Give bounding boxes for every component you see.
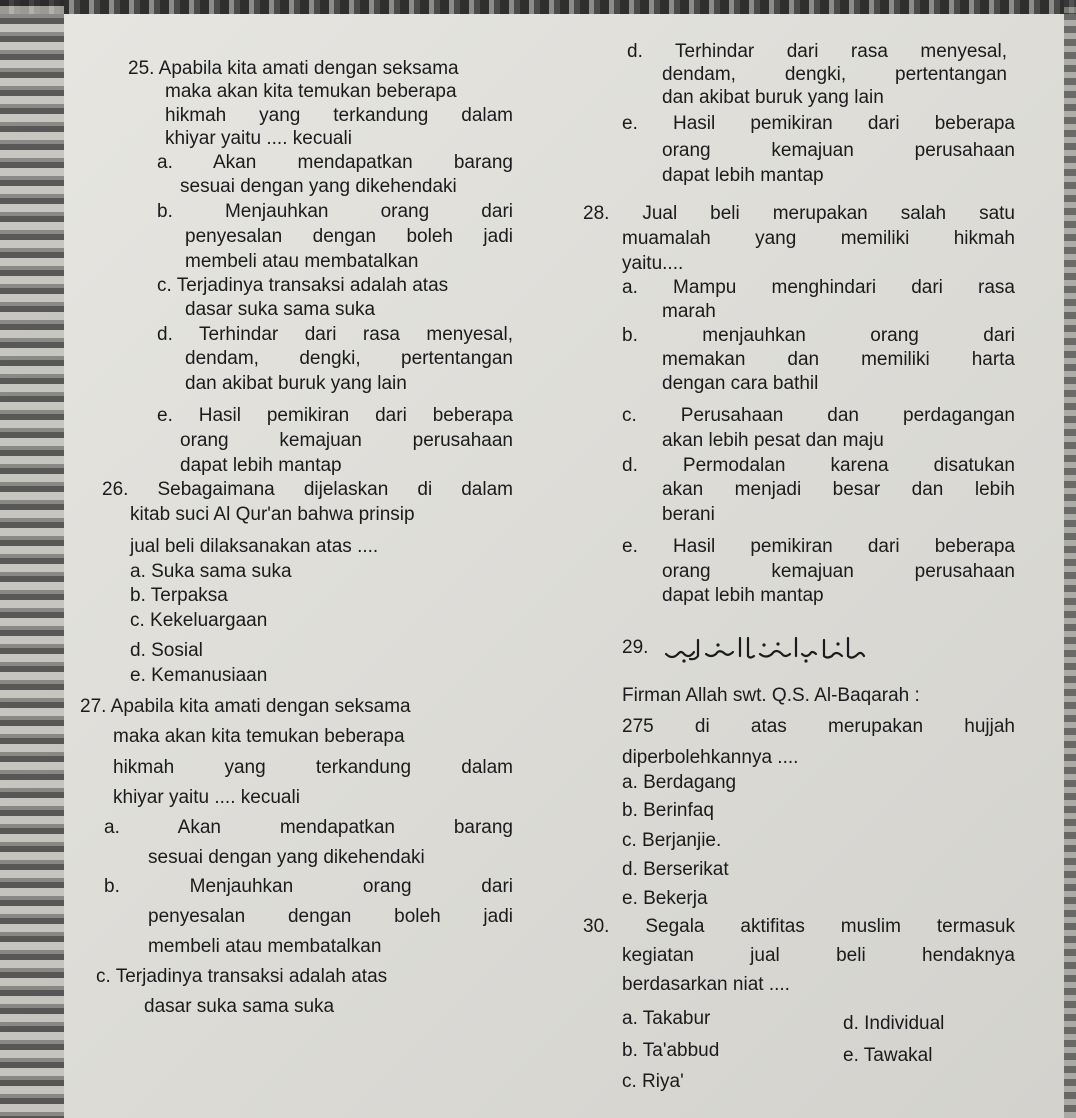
q25r-option-d-cont: dan akibat buruk yang lain <box>662 87 884 108</box>
q29-option-d: d. Berserikat <box>622 859 729 880</box>
q28-option-d: d. Permodalan karena disatukan <box>622 455 1015 476</box>
q28-option-e-cont: dapat lebih mantap <box>662 585 824 606</box>
q29-stem-line: 275 di atas merupakan hujjah <box>622 716 1015 737</box>
q29-option-e: e. Bekerja <box>622 888 708 909</box>
q27-stem-line: hikmah yang terkandung dalam <box>113 757 513 778</box>
q26-stem-line: kitab suci Al Qur'an bahwa prinsip <box>130 504 415 525</box>
q28-option-a: a. Mampu menghindari dari rasa <box>622 277 1015 298</box>
q29-option-a: a. Berdagang <box>622 772 737 793</box>
q25r-option-e: e. Hasil pemikiran dari beberapa <box>622 113 1015 134</box>
q30-option-d: d. Individual <box>843 1013 945 1034</box>
paper-right-edge <box>1064 0 1076 1118</box>
q26-option-c: c. Kekeluargaan <box>130 610 268 631</box>
q29-stem-line: Firman Allah swt. Q.S. Al-Baqarah : <box>622 685 920 706</box>
q28-option-b-cont: dengan cara bathil <box>662 373 819 394</box>
q30-stem-line: kegiatan jual beli hendaknya <box>622 945 1015 966</box>
q30-option-c: c. Riya' <box>622 1071 684 1092</box>
q26-option-a: a. Suka sama suka <box>130 561 292 582</box>
q25-stem-line: 25. Apabila kita amati dengan seksama <box>128 58 459 79</box>
q28-option-b: b. menjauhkan orang dari <box>622 325 1015 346</box>
q25-option-d-cont: dan akibat buruk yang lain <box>185 373 407 394</box>
q28-option-d-cont: akan menjadi besar dan lebih <box>662 479 1015 500</box>
q25-option-e-cont: orang kemajuan perusahaan <box>180 430 513 451</box>
q27-option-c-cont: dasar suka sama suka <box>144 996 335 1017</box>
q26-stem-line: 26. Sebagaimana dijelaskan di dalam <box>102 479 513 500</box>
q27-option-b-cont: penyesalan dengan boleh jadi <box>148 906 513 927</box>
q29-option-b: b. Berinfaq <box>622 800 714 821</box>
q25-option-c: c. Terjadinya transaksi adalah atas <box>157 275 449 296</box>
q28-option-e-cont: orang kemajuan perusahaan <box>662 561 1015 582</box>
q27-stem-line: maka akan kita temukan beberapa <box>113 726 405 747</box>
q25-option-a: a. Akan mendapatkan barang <box>157 152 513 173</box>
q28-stem-line: yaitu.... <box>622 253 684 274</box>
q28-option-e: e. Hasil pemikiran dari beberapa <box>622 536 1015 557</box>
q25-stem-line: khiyar yaitu .... kecuali <box>165 128 352 149</box>
q25-option-e-cont: dapat lebih mantap <box>180 455 342 476</box>
q28-option-d-cont: berani <box>662 504 715 525</box>
q27-stem-line: khiyar yaitu .... kecuali <box>113 787 300 808</box>
q26-stem-line: jual beli dilaksanakan atas .... <box>130 536 379 557</box>
q28-stem-line: 28. Jual beli merupakan salah satu <box>583 203 1015 224</box>
q25-option-b-cont: membeli atau membatalkan <box>185 251 419 272</box>
q28-option-b-cont: memakan dan memiliki harta <box>662 349 1015 370</box>
q28-stem-line: muamalah yang memiliki hikmah <box>622 228 1015 249</box>
q25r-option-e-cont: dapat lebih mantap <box>662 165 824 186</box>
q30-option-a: a. Takabur <box>622 1008 711 1029</box>
q25-option-a-cont: sesuai dengan yang dikehendaki <box>180 176 457 197</box>
q25r-option-d: d. Terhindar dari rasa menyesal, <box>627 41 1007 62</box>
q25-option-b-cont: penyesalan dengan boleh jadi <box>185 226 513 247</box>
q25-option-b: b. Menjauhkan orang dari <box>157 201 513 222</box>
q25-option-d: d. Terhindar dari rasa menyesal, <box>157 324 513 345</box>
q25-option-e: e. Hasil pemikiran dari beberapa <box>157 405 513 426</box>
q29-option-c: c. Berjanjie. <box>622 830 722 851</box>
binder-edge <box>0 0 64 1118</box>
q30-option-e: e. Tawakal <box>843 1045 933 1066</box>
q29-number: 29. <box>622 637 649 658</box>
q27-option-b-cont: membeli atau membatalkan <box>148 936 382 957</box>
q27-stem-line: 27. Apabila kita amati dengan seksama <box>80 696 411 717</box>
q27-option-b: b. Menjauhkan orang dari <box>104 876 513 897</box>
q25r-option-e-cont: orang kemajuan perusahaan <box>662 140 1015 161</box>
q26-option-d: d. Sosial <box>130 640 203 661</box>
q28-option-a-cont: marah <box>662 301 716 322</box>
q25-stem-line: maka akan kita temukan beberapa <box>165 81 457 102</box>
q25-option-c-cont: dasar suka sama suka <box>185 299 376 320</box>
arabic-verse-image <box>660 632 870 666</box>
q28-option-c: c. Perusahaan dan perdagangan <box>622 405 1015 426</box>
q30-option-b: b. Ta'abbud <box>622 1040 720 1061</box>
q27-option-c: c. Terjadinya transaksi adalah atas <box>96 966 388 987</box>
paper-top-edge <box>0 0 1076 14</box>
q26-option-b: b. Terpaksa <box>130 585 228 606</box>
q29-stem-line: diperbolehkannya .... <box>622 747 799 768</box>
q30-stem-line: 30. Segala aktifitas muslim termasuk <box>583 916 1015 937</box>
q25-option-d-cont: dendam, dengki, pertentangan <box>185 348 513 369</box>
q25-stem-line: hikmah yang terkandung dalam <box>165 105 513 126</box>
q30-stem-line: berdasarkan niat .... <box>622 974 790 995</box>
q25r-option-d-cont: dendam, dengki, pertentangan <box>662 64 1007 85</box>
q27-option-a-cont: sesuai dengan yang dikehendaki <box>148 847 425 868</box>
q27-option-a: a. Akan mendapatkan barang <box>104 817 513 838</box>
q26-option-e: e. Kemanusiaan <box>130 665 268 686</box>
q28-option-c-cont: akan lebih pesat dan maju <box>662 430 884 451</box>
